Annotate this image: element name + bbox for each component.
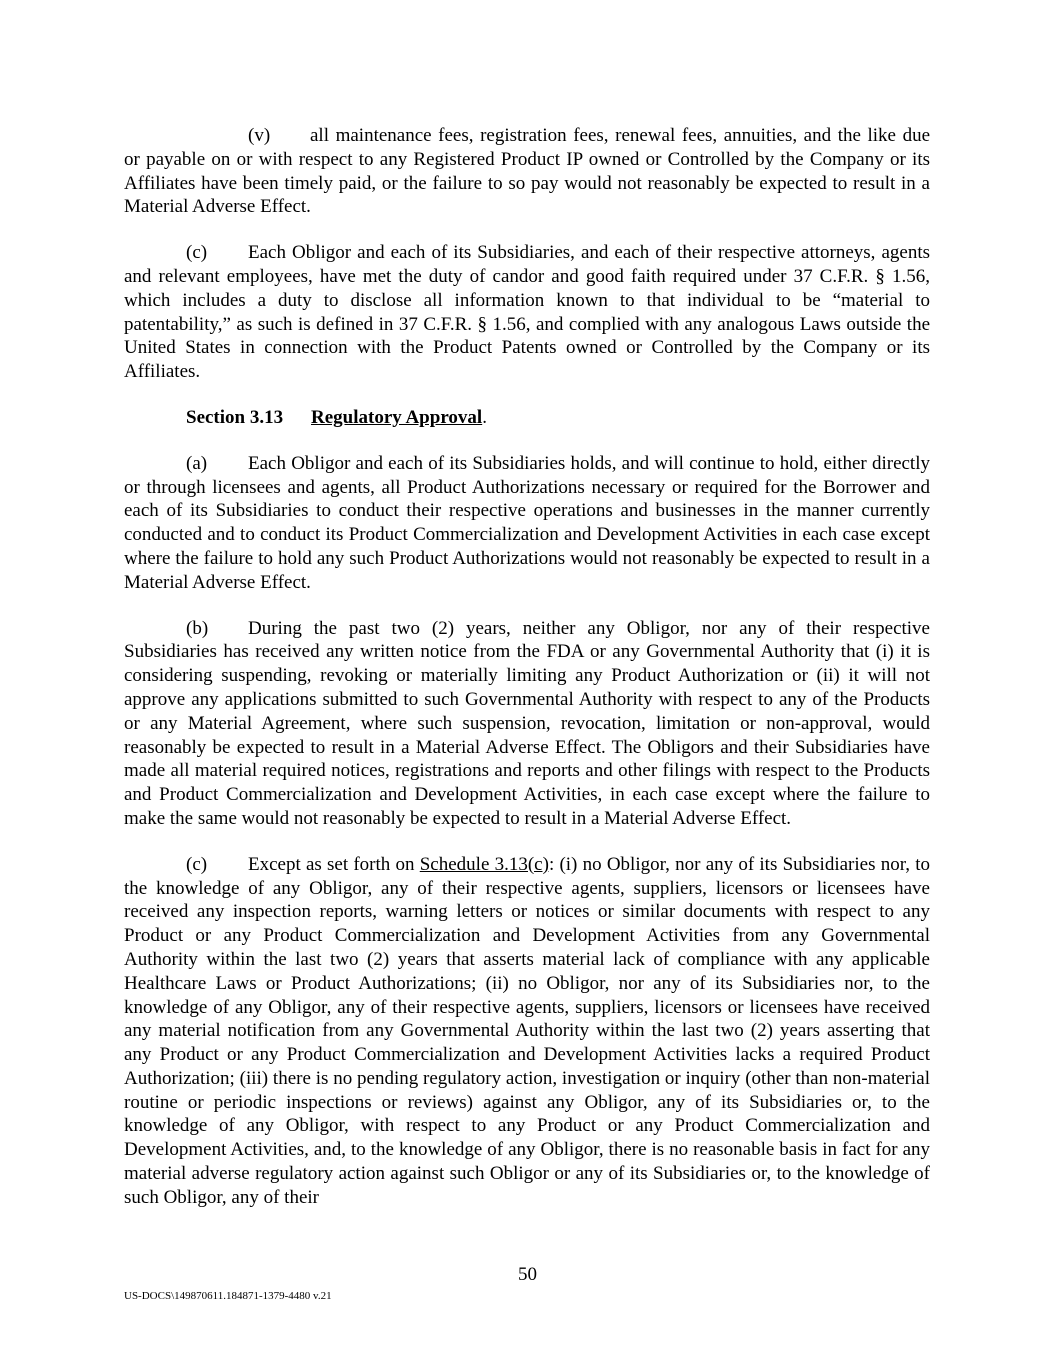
enum-label-c-schedule: (c) bbox=[186, 853, 208, 875]
paragraph-c-candor bbox=[124, 241, 930, 384]
enum-label-v: (v) bbox=[248, 125, 271, 146]
schedule-reference: Schedule 3.13(c) bbox=[419, 853, 549, 875]
page-number: 50 bbox=[518, 1264, 537, 1285]
paragraph-c-candor-text: Each Obligor and each of its Subsidiaries, and each of their respective attorneys, agents and relevant employees, have met the duty of candor and good faith required under 37 C.F.R. § 1.56, which includes a duty to disclose all information known to that individual to be “material to patentability,” as such is defined in 37 C.F.R. § 1.56, and complied with any analogous Laws outside the United States in connection with the Product Patents owned or Controlled by the Company or its Affiliates. bbox=[124, 242, 930, 383]
paragraph-c-schedule-text-after: : (i) no Obligor, nor any of its Subsidiaries nor, to the knowledge of any Obligor, any of their respective agents, suppliers, licensors or licensees have received any inspection reports, warning letters or notices or similar documents with respect to any Product or any Product Commercialization and Development Activities from any Governmental Authority within the last two (2) years that asserts material lack of compliance with any applicable Healthcare Laws or Product Authorizations; (ii) no Obligor, nor any of its Subsidiaries nor, to the knowledge of any Obligor, any of their respective agents, suppliers, licensors or licensees have received any material notification from any Governmental Authority within the last two (2) years asserting that any Product or any Product Commercialization and Development Activities lacks a required Product Authorization; (iii) there is no pending regulatory action, investigation or inquiry (other than non-material routine or periodic inspections or reviews) against any Obligor, any of its Subsidiaries or, to the knowledge of any Obligor, with respect to any Product or any Product Commercialization and Development Activities, and, to the knowledge of any Obligor, there is no reasonable basis in fact for any material adverse regulatory action against such Obligor or any of its Subsidiaries or, to the knowledge of such Obligor, any of their bbox=[124, 853, 931, 1208]
paragraph-a-text: Each Obligor and each of its Subsidiaries holds, and will continue to hold, either directly or through licensees and agents, all Product Authorizations necessary or required for the Borrower and each of its Subsidiaries to conduct their respective operations and businesses in the manner currently conducted and to conduct its Product Commercialization and Development Activities in each case except where the failure to hold any such Product Authorizations would not reasonably be expected to result in a Material Adverse Effect. bbox=[124, 452, 930, 593]
paragraph-a bbox=[124, 452, 930, 595]
paragraph-v-text: all maintenance fees, registration fees, renewal fees, annuities, and the like due or payable on or with respect to any Registered Product IP owned or Controlled by the Company or its Affiliates have been timely paid, or the failure to so pay would not reasonably be expected to result in a Material Adverse Effect. bbox=[124, 125, 930, 218]
paragraph-b-text: During the past two (2) years, neither any Obligor, nor any of their respective Subsidiaries has received any written notice from the FDA or any Governmental Authority that (i) it is considering suspending, revoking or materially limiting any Product Authorization or (ii) it will not approve any applications submitted to such Governmental Authority with respect to any of the Products or any Material Agreement, where such suspension, revocation, limitation or non-approval, would reasonably be expected to result in a Material Adverse Effect. The Obligors and their Subsidiaries have made all material required notices, registrations and reports and other filings with respect to the Products and Product Commercialization and Development Activities, in each case except where the failure to make the same would not reasonably be expected to result in a Material Adverse Effect. bbox=[124, 617, 930, 829]
paragraph-v bbox=[124, 124, 930, 219]
section-title-period: . bbox=[482, 406, 487, 428]
paragraph-b bbox=[124, 617, 930, 831]
document-page bbox=[124, 124, 930, 1232]
enum-label-a: (a) bbox=[186, 452, 208, 474]
section-title: Regulatory Approval bbox=[311, 406, 483, 428]
document-id: US-DOCS\149870611.184871-1379-4480 v.21 bbox=[124, 1290, 332, 1302]
enum-label-c-candor: (c) bbox=[186, 242, 208, 264]
section-number: Section 3.13 bbox=[186, 406, 284, 428]
section-heading bbox=[124, 406, 930, 430]
paragraph-c-schedule-text-before: Except as set forth on bbox=[248, 853, 420, 875]
paragraph-c-schedule bbox=[124, 853, 930, 1210]
enum-label-b: (b) bbox=[186, 617, 209, 639]
